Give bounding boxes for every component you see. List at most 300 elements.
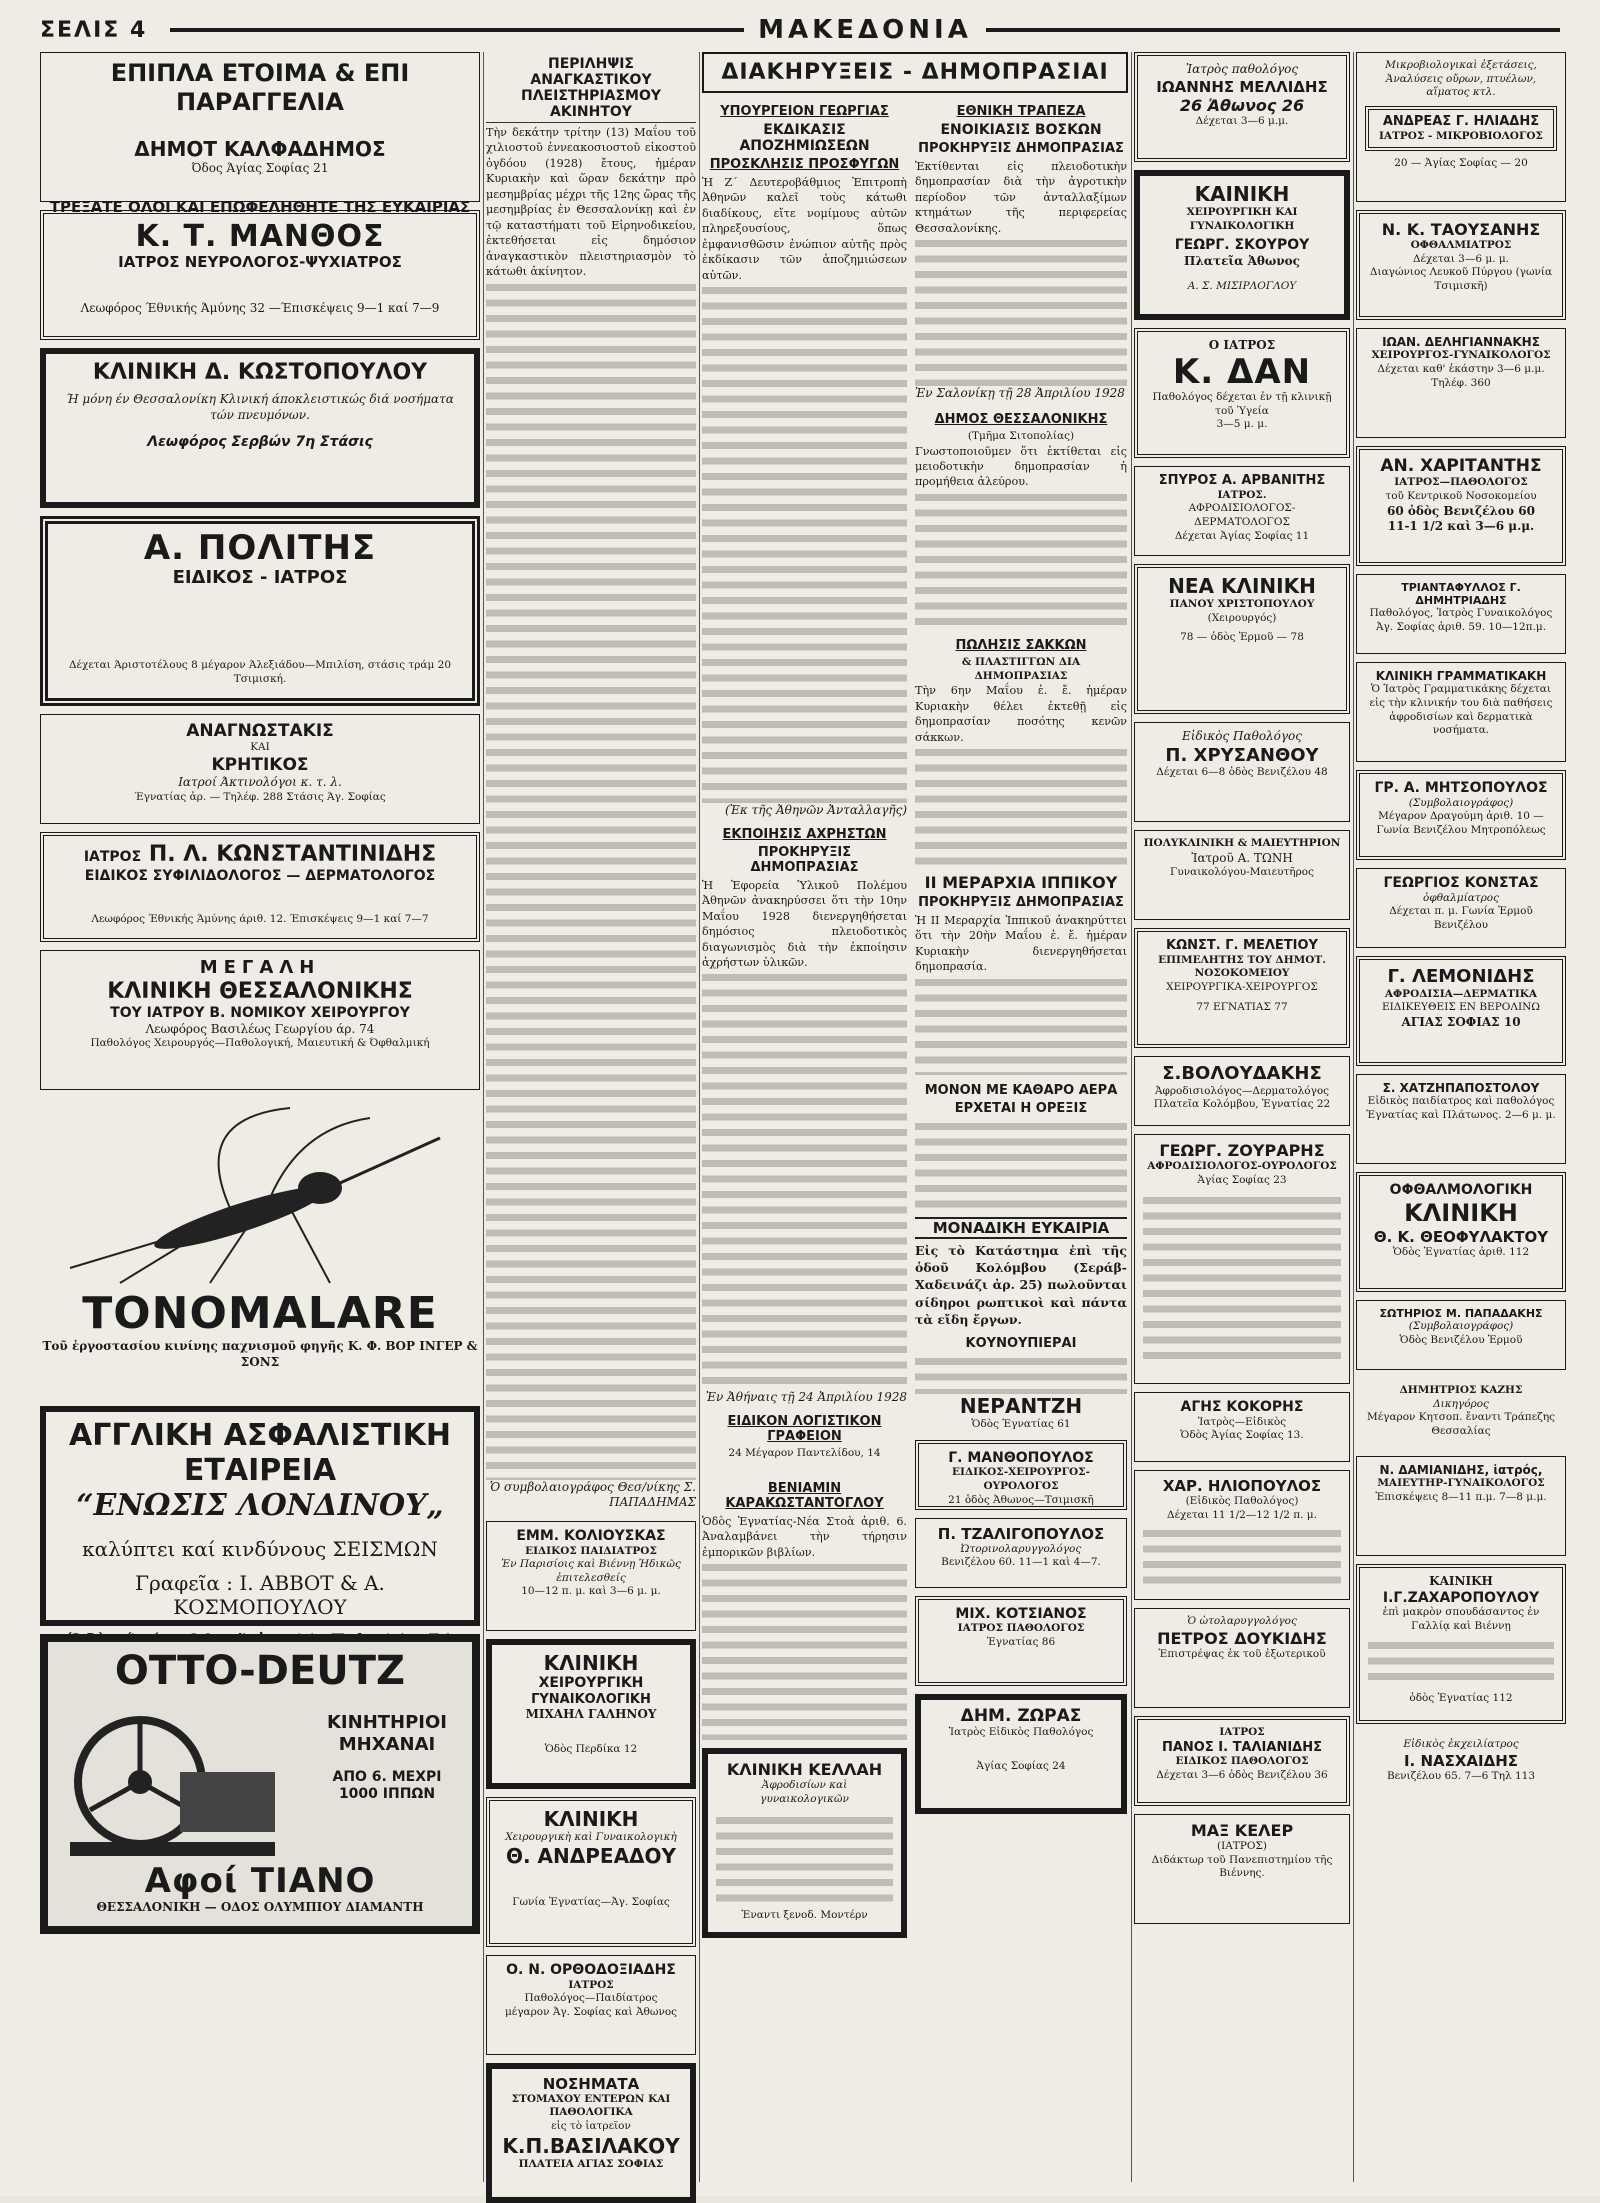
column-divider	[483, 52, 484, 2182]
notice-heading: ΕΝΟΙΚΙΑΣΙΣ ΒΟΣΚΩΝ	[940, 122, 1102, 138]
ad-name: ΓΡ. Α. ΜΗΤΣΟΠΟΥΛΟΣ	[1374, 780, 1548, 796]
notice-heading: ΥΠΟΥΡΓΕΙΟΝ ΓΕΩΡΓΙΑΣ	[720, 104, 889, 119]
ad-role: (Συμβολαιογράφος)	[1408, 796, 1514, 809]
ad-role: ΕΙΔΙΚΟΣ - ΙΑΤΡΟΣ	[172, 567, 348, 589]
ad-address: Δέχεται Άριστοτέλους 8 μέγαρον Άλεξιάδου—Μπιλίση, στάσις τράμ 20 Τσιμισκή.	[68, 658, 452, 685]
ad-name: ΙΩΑΝ. ΔΕΛΗΓΙΑΝΝΑΚΗΣ	[1382, 335, 1540, 349]
ad-name: Ν. Κ. ΤΑΟΥΣΑΝΗΣ	[1381, 220, 1541, 239]
ad-name: ΣΩΤΗΡΙΟΣ Μ. ΠΑΠΑΔΑΚΗΣ	[1379, 1307, 1543, 1320]
ad-address: μέγαρον Ἀγ. Σοφίας καὶ Ἀθωνος	[504, 2005, 678, 2018]
ad-text: Τοῦ ἐργοστασίου κινίνης παχνισμοῦ φηγῆς Κ. Φ. ΒΟΡ ΙΝΓΕΡ & ΣΟΝΣ	[42, 1339, 478, 1369]
notice-heading: ΜΟΝΑΔΙΚΗ ΕΥΚΑΙΡΙΑ	[915, 1217, 1127, 1239]
doctor-ad-damianidis	[1356, 1456, 1566, 1556]
doctor-ad-zourari	[1134, 1134, 1350, 1384]
ad-hours: 11-1 1/2 καὶ 3—6 μ.μ.	[1387, 519, 1535, 534]
ad-role: Ἀφροδισιολόγος—Δερματολόγος	[1154, 1084, 1330, 1097]
notices-right-column	[915, 101, 1127, 1946]
ad-text: (Χειρουργός)	[1207, 611, 1277, 624]
notice-heading: ΒΕΝΙΑΜΙΝ ΚΑΡΑΚΩΣΤΑΝΤΟΓΛΟΥ	[725, 1480, 884, 1511]
ad-name: Κ. ΔΑΝ	[1172, 351, 1312, 392]
ad-title-3: ΤΟΥ ΙΑΤΡΟΥ Β. ΝΟΜΙΚΟΥ ΧΕΙΡΟΥΡΓΟΥ	[110, 1004, 410, 1021]
ad-address: Βενιζέλου 65. 7—6 Τηλ 113	[1386, 1769, 1536, 1782]
ad-text: Διδάκτωρ τοῦ Πανεπιστημίου τῆς Βιέννης.	[1151, 1853, 1333, 1880]
ad-text: ἐπὶ μακρὸν σπουδάσαντος ἐν Γαλλίᾳ καὶ Βιέννῃ	[1382, 1606, 1540, 1633]
ad-role: Παθολόγος, Ἰατρὸς Γυναικολόγος	[1369, 607, 1553, 620]
notice-heading: ΝΕΡΑΝΤΖΗ	[959, 1394, 1083, 1419]
ad-name: Π. ΤΖΑΛΙΓΟΠΟΥΛΟΣ	[937, 1524, 1105, 1543]
doctor-ad-manthos	[40, 210, 480, 340]
engine-icon	[60, 1702, 280, 1862]
furniture-ad	[40, 52, 480, 217]
ad-name-2: ΚΡΗΤΙΚΟΣ	[211, 755, 309, 776]
ad-hours: 10—12 π. μ. καὶ 3—6 μ. μ.	[521, 1585, 661, 1598]
clinic-ad-zacharopoulou	[1356, 1564, 1566, 1724]
ad-address: Πλατεῖα Κολόμβου, Ἐγνατίας 22	[1153, 1098, 1331, 1111]
ad-hours: 3—5 μ. μ.	[1216, 418, 1268, 431]
ad-title-1: ΝΟΣΗΜΑΤΑ	[542, 2074, 640, 2093]
notice-body: Ἡ ΙΙ Μεραρχία Ἱππικοῦ ἀνακηρύττει ὅτι τὴν 20ὴν Μαΐου ἐ. ἔ. ἡμέραν Κυριακὴν διενεργηθήσεται δημοπρασία.	[915, 913, 1127, 974]
ad-text: ΕΙΔΙΚΟΣ ΠΑΘΟΛΟΓΟΣ	[1175, 1755, 1309, 1768]
doctor-ad-koliouskas	[486, 1521, 696, 1631]
ad-name: ΚΛΙΝΙΚΗ Δ. ΚΩΣΤΟΠΟΥΛΟΥ	[92, 360, 428, 385]
ad-name: ΚΩΝΣΤ. Γ. ΜΕΛΕΤΙΟΥ	[1166, 938, 1318, 953]
clinic-ad-andreadou	[486, 1797, 696, 1947]
ad-name: Κ.Π.ΒΑΣΙΛΑΚΟΥ	[502, 2133, 680, 2158]
ad-title-1: ΜΕΓΑΛΗ	[199, 957, 321, 978]
ad-text: ΕΙΔΙΚΕΥΘΕΙΣ ΕΝ ΒΕΡΟΛΙΝΩ	[1381, 1001, 1541, 1014]
notice-body: Ἡ Ἐφορεία Ὑλικοῦ Πολέμου Ἀθηνῶν ἀνακηρύσσει ὅτι τὴν 10ην Μαΐου 1928 διενεργηθήσεται δημόσιος πλειοδοτικὸς διαγωνισμὸς διὰ τὴν ἐκποίησιν ἀχρήστων ὑλικῶν.	[702, 878, 907, 970]
ad-address: ὁδὸς Ἐγνατίας 112	[1409, 1691, 1513, 1704]
ad-address: Διαγώνιος Λευκοῦ Πύργου (γωνία Τσιμισκῆ)	[1369, 266, 1553, 293]
clinic-ad-galinou	[486, 1639, 696, 1789]
column-5	[1356, 52, 1566, 2182]
doctor-ad-deligiannakis	[1356, 328, 1566, 438]
ad-title-2: ΚΛΙΝΙΚΗ ΘΕΣΣΑΛΟΝΙΚΗΣ	[107, 978, 413, 1004]
ad-line-2: Γραφεῖα : Ι. ΑΒΒΟΤ & Α. ΚΟΣΜΟΠΟΥΛΟΥ	[135, 1571, 385, 1619]
ad-name: ΑΝ. ΧΑΡΙΤΑΝΤΗΣ	[1380, 456, 1542, 476]
notice-heading: ΙΙ ΜΕΡΑΡΧΙΑ ΙΠΠΙΚΟΥ	[924, 872, 1118, 892]
notice-signature: Ἐν Σαλονίκῃ τῇ 28 Ἀπριλίου 1928	[915, 386, 1125, 401]
ad-address: 78 — ὁδὸς Ἑρμοῦ — 78	[1180, 631, 1304, 644]
ad-text: Ὁ Ἰατρὸς Γραμματικάκης δέχεται εἰς τὴν κλινικήν του διὰ παθήσεις ἀφροδισίων καὶ δερματικὰ νοσήματα.	[1369, 683, 1553, 737]
notice-body: Ἡ Ζ΄ Δευτεροβάθμιος Ἐπιτροπὴ Ἀθηνῶν καλεῖ τοὺς κάτωθι διαδίκους, εἴτε νομίμους αὐτῶν πληρεξουσίους, ὅπως ἐμφανισθῶσιν ἐνώπιον αὐτῆς πρὸς ἐκδίκασιν τῶν ἀποζημιώσεων αὐτῶν.	[702, 176, 907, 282]
notice-signature: (Ἐκ τῆς Ἀθηνῶν Ἀνταλλαγῆς)	[724, 803, 907, 818]
mosquito-illustration	[40, 1098, 480, 1288]
ad-name: ΚΛΙΝΙΚΗ ΚΕΛΛΑΗ	[726, 1760, 883, 1780]
ad-role: ὀφθαλμίατρος	[1423, 891, 1499, 904]
section-banner: ΔΙΑΚΗΡΥΞΕΙΣ - ΔΗΜΟΠΡΑΣΙΑΙ	[702, 52, 1128, 93]
doctor-ad-naschaidis	[1356, 1732, 1566, 1802]
ad-role: ΕΙΔΙΚΟΣ ΣΥΦΙΛΙΔΟΛΟΓΟΣ — ΔΕΡΜΑΤΟΛΟΓΟΣ	[84, 868, 436, 885]
doctor-ad-talianidis	[1134, 1716, 1350, 1806]
ad-name: Σ.ΒΟΛΟΥΔΑΚΗΣ	[1162, 1063, 1322, 1084]
ad-address: 60 ὁδὸς Βενιζέλου 60	[1387, 503, 1535, 518]
masthead-rule-left	[170, 28, 744, 32]
ad-role: Δικηγόρος	[1433, 1397, 1489, 1410]
ad-address: Ἐναντι ξενοδ. Μοντέρν	[741, 1908, 868, 1921]
ad-address: Δέχεται π. μ. Γωνία Ἑρμοῦ Βενιζέλου	[1389, 905, 1533, 932]
ad-role: ΙΑΤΡΟΣ ΠΑΘΟΛΟΓΟΣ	[957, 1622, 1085, 1635]
ad-name: ΠΕΤΡΟΣ ΔΟΥΚΙΔΗΣ	[1157, 1628, 1327, 1648]
ad-role: Εἰδικὸς Παθολόγος	[1182, 729, 1302, 743]
text-lines	[915, 745, 1127, 865]
text-lines	[486, 280, 696, 1480]
notice-subheading: & ΠΛΑΣΤΙΓΓΩΝ ΔΙΑ ΔΗΜΟΠΡΑΣΙΑΣ	[961, 655, 1081, 682]
notice-heading: ΠΡΟΣΚΛΗΣΙΣ ΠΡΟΣΦΥΓΩΝ	[709, 157, 900, 172]
ad-name: ΓΕΩΡΓ. ΣΚΟΥΡΟΥ	[1174, 237, 1310, 254]
ad-address: Ὁδὸς Ἀγίας Σοφίας 13.	[1180, 1429, 1304, 1442]
clinic-ad-kellai	[702, 1748, 907, 1938]
notice-subheading: 24 Μέγαρον Παντελίδου, 14	[728, 1447, 881, 1460]
ad-text: Ἐν Παρισίοις καὶ Βιέννῃ Ἠδικῶς ἐπιτελεσθείς	[501, 1558, 681, 1584]
ad-address: Ἀγίας Σοφίας 23	[1197, 1173, 1287, 1186]
ad-brand: TONOMALARE	[82, 1288, 438, 1339]
ad-name: Θ. Κ. ΘΕΟΦΥΛΑΚΤΟΥ	[1373, 1227, 1549, 1246]
column-3	[702, 52, 1128, 2182]
ad-address: Ἐπισκέψεις 8—11 π.μ. 7—8 μ.μ.	[1375, 1491, 1547, 1504]
doctor-ad-dimitriadis	[1356, 574, 1566, 654]
notice-body: Γνωστοποιοῦμεν ὅτι ἐκτίθεται εἰς μειοδοτικὴν δημοπρασίαν ἡ προμήθεια ἀλεύρου.	[915, 444, 1127, 489]
ad-role: ΑΦΡΟΔΙΣΙΑ—ΔΕΡΜΑΤΙΚΑ	[1384, 987, 1538, 1000]
ad-title-1: ΟΦΘΑΛΜΟΛΟΓΙΚΗ	[1389, 1182, 1533, 1198]
ad-name: ΤΡΙΑΝΤΑΦΥΛΛΟΣ Γ. ΔΗΜΗΤΡΙΑΔΗΣ	[1401, 581, 1521, 608]
ad-name: Ν. ΔΑΜΙΑΝΙΔΗΣ, ἰατρός,	[1379, 1463, 1543, 1477]
ad-address: Όδος Άγίας Σοφίας 21	[191, 160, 329, 175]
ad-address: Βενιζέλου 60. 11—1 καὶ 4—7.	[941, 1556, 1101, 1569]
ad-text: Παθολόγος δέχεται ἐν τῇ κλινικῇ τοῦ Ὑγεία	[1152, 390, 1332, 417]
ad-text: Ή μόνη έν Θεσσαλονίκη Κλινική άποκλειστικώς διά νοσήματα τών πνευμόνων.	[66, 392, 454, 422]
otto-deutz-ad: OTTO-DEUTZ ΚΙΝΗΤΗΡΙΟΙ ΜΗΧΑΝΑΙ ΑΠΟ 6. ΜΕΧΡΙ 1000 ΙΠΠΩΝ Αφοί ΤΙΑΝΟ ΘΕΣΣΑΛΟΝΙΚΗ — ΟΔΟΣ ΟΛΥΜΠΙΟΥ ΔΙΑΜΑΝΤΗ	[40, 1634, 480, 1934]
column-1	[40, 52, 480, 2182]
notice-body: Ἐκτίθενται εἰς πλειοδοτικὴν δημοπρασίαν διὰ τὴν ἀγροτικὴν περίοδον τῶν ἀνταλλαξίμων κτημάτων τῆς περιφερείας Θεσσαλονίκης.	[915, 160, 1127, 235]
lawyer-ad-kazis	[1356, 1378, 1566, 1448]
article-signature: Ὁ συμβολαιογράφος Θεσ/νίκης Σ. ΠΑΠΑΔΗΜΑΣ	[489, 1479, 696, 1510]
doctor-ad-anagnostakis	[40, 714, 480, 824]
ad-text: ΑΦΡΟΔΙΣΙΟΛΟΓΟΣ-ΔΕΡΜΑΤΟΛΟΓΟΣ	[1188, 502, 1296, 528]
ad-role: ΕΠΙΜΕΛΗΤΗΣ ΤΟΥ ΔΗΜΟΤ. ΝΟΣΟΚΟΜΕΙΟΥ	[1158, 953, 1326, 980]
ad-role: ΙΑΤΡΟΣ.	[1217, 488, 1267, 501]
ad-address: Λεωφόρος Έθνικής Άμύνης άριθ. 12. Έπισκέψεις 9—1 καί 7—7	[91, 913, 429, 926]
ad-title: ΚΑΙΝΙΚΗ	[1429, 1574, 1493, 1588]
ad-address: Ἐγνατίας 86	[986, 1636, 1056, 1649]
clinic-ad-toni	[1134, 830, 1350, 920]
ad-address: Τηλέφ. 360	[1431, 376, 1491, 389]
ad-name: ΙΩΑΝΝΗΣ ΜΕΛΛΙΔΗΣ	[1156, 77, 1328, 96]
clinic-ad-nomikou	[40, 950, 480, 1090]
doctor-ad-politis	[40, 516, 480, 706]
ad-address: Δέχεται Ἀγίας Σοφίας 11	[1174, 529, 1310, 542]
ad-address: 20 — Ἀγίας Σοφίας — 20	[1394, 157, 1528, 170]
doctor-ad-mellidis	[1134, 52, 1350, 162]
notice-heading: ΜΟΝΟΝ ΜΕ ΚΑΘΑΡΟ ΑΕΡΑ	[924, 1082, 1118, 1098]
ad-address: Ὁδὸς Περδίκα 12	[544, 1742, 638, 1755]
tonomalare-ad	[40, 1098, 480, 1398]
ad-role: ΠΑΝΟΥ ΧΡΙΣΤΟΠΟΥΛΟΥ	[1169, 598, 1315, 610]
ad-address: Ἀγ. Σοφίας ἀριθ. 59. 10—12π.μ.	[1375, 621, 1547, 634]
article-title: ΠΕΡΙΛΗΨΙΣ ΑΝΑΓΚΑΣΤΙΚΟΥ ΠΛΕΙΣΤΗΡΙΑΣΜΟΥ ΑΚΙΝΗΤΟΥ	[486, 56, 696, 123]
ad-role: (Εἰδικὸς Παθολόγος)	[1185, 1495, 1299, 1507]
notice-heading: ΠΡΟΚΗΡΥΞΙΣ ΔΗΜΟΠΡΑΣΙΑΣ	[918, 894, 1124, 910]
notice-heading: ΕΘΝΙΚΗ ΤΡΑΠΕΖΑ	[956, 104, 1086, 119]
doctor-ad-lemonidis	[1356, 956, 1566, 1066]
text-lines	[1368, 1638, 1554, 1688]
ad-subtitle: “ΕΝΩΣΙΣ ΛΟΝΔΙΝΟΥ„	[76, 1488, 444, 1523]
column-2	[486, 52, 696, 2182]
doctor-ad-voloudakis	[1134, 1056, 1350, 1126]
ad-role: (ΙΑΤΡΟΣ)	[1216, 1840, 1268, 1853]
ad-address: Έγνατίας ἀρ. — Τηλέφ. 288 Στάσις Άγ. Σοφίας	[134, 791, 386, 804]
ad-line-3: ΑΠΟ 6. ΜΕΧΡΙ	[332, 1769, 442, 1786]
text-lines	[1143, 1193, 1341, 1363]
ad-name: ΠΑΝΟΣ Ι. ΤΑΛΙΑΝΙΔΗΣ	[1161, 1739, 1322, 1755]
ad-title-2: ΚΛΙΝΙΚΗ	[1404, 1198, 1518, 1227]
ad-hours: Δέχεται 3—6 μ. μ.	[1412, 252, 1510, 265]
ad-address: 77 ΕΓΝΑΤΙΑΣ 77	[1196, 1000, 1288, 1013]
ad-title: ΕΠΙΠΛΑ ΕΤΟΙΜΑ & ΕΠΙ ΠΑΡΑΓΓΕΛΙΑ	[110, 59, 410, 116]
ad-role: ΙΑΤΡΟΣ—ΠΑΘΟΛΟΓΟΣ	[1394, 476, 1528, 489]
ad-address: ΑΓΙΑΣ ΣΟΦΙΑΣ 10	[1401, 1014, 1521, 1029]
doctor-ad-iliadis	[1356, 52, 1566, 202]
ad-address: Δέχεται 3—6 ὁδὸς Βενιζέλου 36	[1156, 1768, 1328, 1781]
ad-address: ΟΔΟΣ ΟΛΥΜΠΙΟΥ ΔΙΑΜΑΝΤΗ	[220, 1900, 424, 1915]
notice-heading: ΕΚΔΙΚΑΣΙΣ ΑΠΟΖΗΜΙΩΣΕΩΝ	[739, 122, 870, 154]
column-divider	[699, 52, 700, 2182]
ad-role: ΙΑΤΡΟΣ	[1219, 1726, 1265, 1738]
ad-name: Γ. ΛΕΜΟΝΙΔΗΣ	[1387, 966, 1535, 987]
doctor-ad-chrysanthou	[1134, 722, 1350, 822]
article-body-continued	[486, 280, 696, 1480]
ad-role: ΑΦΡΟΔΙΣΙΟΛΟΓΟΣ-ΟΥΡΟΛΟΓΟΣ	[1147, 1160, 1337, 1173]
ad-name: ΑΓΗΣ ΚΟΚΟΡΗΣ	[1180, 1399, 1304, 1415]
clinic-ad-grammatikaki	[1356, 662, 1566, 762]
doctor-ad-tzaligopoulos	[915, 1518, 1127, 1588]
ad-title-2: ΧΕΙΡΟΥΡΓΙΚΗ ΚΑΙ ΓΥΝΑΙΚΟΛΟΓΙΚΗ	[1186, 206, 1298, 232]
ad-address: Ἐγνατίας καὶ Πλάτωνος. 2—6 μ. μ.	[1366, 1109, 1556, 1122]
ad-name: ΑΝΑΓΝΩΣΤΑΚΙΣ	[186, 721, 334, 741]
ad-address: Λεωφόρος Σερβών 7η Στάσις	[147, 433, 373, 450]
ad-address: Ὁδὸς Βενιζέλου Ἑρμοῦ	[1399, 1333, 1523, 1346]
doctor-ad-manthopoulos	[915, 1440, 1127, 1510]
ad-text: Δέχεται καθ' ἑκάστην 3—6 μ.μ.	[1377, 363, 1545, 376]
ad-name: Γ. ΜΑΝΘΟΠΟΥΛΟΣ	[948, 1449, 1094, 1466]
doctor-ad-meletiou	[1134, 928, 1350, 1048]
article-body: Τὴν δεκάτην τρίτην (13) Μαΐου τοῦ χιλιοστοῦ ἐννεακοσιοστοῦ εἰκοστοῦ ὀγδόου (1928) ἔτους, ἡμέραν Κυριακὴν καὶ ὥραν δεκάτην πρὸ μεσημβρίας μέχρι τῆς 12ης ὥρας τῆς μεσημβρίας ἐν Θεσσαλονίκῃ καὶ ἐν τῷ καταστήματι τοῦ Εἰρηνοδικείου, ἐκτεθήσεται εἰς δημόσιον ἀναγκαστικὸν πλειστηριασμὸν τὸ κάτωθι ἀκίνητον.	[486, 126, 696, 279]
ad-address: 26 Ἀθωνος 26	[1179, 95, 1305, 115]
ad-address: Γωνία Ἐγνατίας—Ἀγ. Σοφίας	[512, 1896, 670, 1909]
ad-title-2: Χειρουργικὴ καὶ Γυναικολογικὴ	[505, 1830, 677, 1843]
ad-role: Εἰδικὸς παιδίατρος καὶ παθολόγος	[1367, 1095, 1555, 1108]
text-lines	[915, 1119, 1127, 1209]
ad-role: ΕΙΔΙΚΟΣ ΠΑΙΔΙΑΤΡΟΣ	[525, 1544, 657, 1557]
notice-subheading: (Τμῆμα Σιτοπολίας)	[967, 429, 1075, 442]
notice-heading: ΠΡΟΚΗΡΥΞΙΣ ΔΗΜΟΠΡΑΣΙΑΣ	[750, 844, 859, 875]
doctor-ad-dan	[1134, 328, 1350, 458]
ad-name: ΜΙΧ. ΚΟΤΣΙΑΝΟΣ	[955, 1605, 1087, 1622]
clinic-ad-theofylaktou	[1356, 1172, 1566, 1292]
column-divider	[1131, 52, 1132, 2182]
ad-role: ΙΑΤΡΟΣ	[568, 1978, 614, 1991]
clinic-ad-skourou	[1134, 170, 1350, 320]
ad-role: ΧΕΙΡΟΥΡΓΟΣ-ΓΥΝΑΙΚΟΛΟΓΟΣ	[1371, 349, 1551, 362]
doctor-ad-iliopoulos	[1134, 1470, 1350, 1600]
ad-address: 21 ὁδὸς Ἀθωνος—Τσιμισκῆ	[948, 1493, 1094, 1506]
ad-name: Αφοί ΤΙΑΝΟ	[144, 1861, 376, 1902]
doctor-ad-charitantis	[1356, 446, 1566, 566]
ad-title: ΠΟΛΥΚΛΙΝΙΚΗ & ΜΑΙΕΥΤΗΡΙΟΝ	[1143, 837, 1341, 849]
text-lines	[702, 970, 907, 1390]
notice-heading: ΕΡΧΕΤΑΙ Η ΟΡΕΞΙΣ	[954, 1100, 1088, 1116]
ad-text: Παθολόγος Χειρουργός—Παθολογική, Μαιευτική & Όφθαλμική	[90, 1037, 430, 1050]
ad-text: τοῦ Κεντρικοῦ Νοσοκομείου	[1385, 490, 1537, 503]
ad-role: Ἰατρὸς παθολόγος	[1185, 62, 1299, 76]
ad-line-1: ΚΙΝΗΤΗΡΙΟΙ	[326, 1712, 447, 1733]
ad-name: ΑΝΔΡΕΑΣ Γ. ΗΛΙΑΔΗΣ	[1382, 113, 1540, 129]
ad-footer: ΤΡΕΞΑΤΕ ΟΛΟΙ ΚΑΙ ΕΠΩΦΕΛΗΘΗΤΕ ΤΗΣ ΕΥΚΑΙΡΙΑΣ	[49, 198, 471, 217]
ad-text: Ἐπιστρέψας ἐκ τοῦ ἐξωτερικοῦ	[1158, 1647, 1326, 1660]
ad-name: Θ. ΑΝΔΡΕΑΔΟΥ	[505, 1844, 677, 1869]
doctor-ad-konstantinidis	[40, 832, 480, 942]
page-number: ΣΕΛΙΣ 4	[40, 17, 148, 43]
ad-name: ΝΕΑ ΚΛΙΝΙΚΗ	[1168, 574, 1316, 598]
ad-title-1: ΚΛΙΝΙΚΗ	[543, 1806, 639, 1831]
ad-name: ΓΕΩΡΓ. ΖΟΥΡΑΡΗΣ	[1159, 1141, 1325, 1160]
ad-role: Εἰδικὸς ἐκχειλίατρος	[1403, 1738, 1519, 1750]
ad-name: ΚΛΙΝΙΚΗ ΓΡΑΜΜΑΤΙΚΑΚΗ	[1375, 669, 1547, 683]
doctor-ad-zoras	[915, 1694, 1127, 1814]
notice-body: Τὴν 6ην Μαΐου ἐ. ἔ. ἡμέραν Κυριακὴν θέλει ἐκτεθῇ εἰς δημοπρασίαν ποσότης κενῶν σάκκων.	[915, 684, 1127, 744]
ad-text: Παθολόγος—Παιδίατρος	[524, 1992, 658, 2005]
text-lines	[915, 975, 1127, 1075]
ad-address: Ἀγίας Σοφίας 24	[976, 1759, 1066, 1772]
ad-role: ΟΦΘΑΛΜΙΑΤΡΟΣ	[1410, 239, 1512, 252]
ad-role: ΕΙΔΙΚΟΣ-ΧΕΙΡΟΥΡΓΟΣ-ΟΥΡΟΛΟΓΟΣ	[952, 1466, 1090, 1493]
ad-title-2: ΧΕΙΡΟΥΡΓΙΚΗ	[538, 1674, 644, 1691]
doctor-ad-kotsianos	[915, 1596, 1127, 1686]
ad-name: ΔΗΜ. ΖΩΡΑΣ	[960, 1705, 1082, 1726]
ad-hours: Δέχεται 3—6 μ.μ.	[1195, 114, 1289, 127]
column-4	[1134, 52, 1350, 2182]
text-lines	[1143, 1526, 1341, 1586]
ad-line-4: 1000 ΙΠΠΩΝ	[338, 1785, 436, 1802]
text-lines	[716, 1813, 893, 1903]
ad-role: Ἰατρὸς—Εἰδικὸς	[1197, 1415, 1287, 1428]
ad-role: Ιατροί Άκτινολόγοι κ. τ. λ.	[178, 775, 342, 790]
ad-role: Ἰατρὸς Εἰδικὸς Παθολόγος	[948, 1726, 1094, 1739]
doctor-ad-taousanis	[1356, 210, 1566, 320]
notice-subheading: Ὁδὸς Ἐγνατίας 61	[971, 1418, 1071, 1431]
doctor-ad-kokoris	[1134, 1392, 1350, 1462]
ad-title-2: ΣΤΟΜΑΧΟΥ ΕΝΤΕΡΩΝ ΚΑΙ ΠΑΘΟΛΟΓΙΚΑ	[511, 2092, 671, 2119]
ad-name: ΧΑΡ. ΗΛΙΟΠΟΥΛΟΣ	[1162, 1477, 1322, 1495]
ad-title-3: εἰς τὸ ἰατρεῖον	[551, 2120, 631, 2132]
text-lines	[915, 1354, 1127, 1394]
ad-title-3: ΓΥΝΑΙΚΟΛΟΓΙΚΗ	[531, 1691, 651, 1707]
doctor-ad-orthodoxiadis	[486, 1955, 696, 2055]
text-lines	[915, 490, 1127, 630]
ad-name: Π. Λ. ΚΩΝΣΤΑΝΤΙΝΙΔΗΣ	[148, 842, 437, 867]
notice-body: Ὁδὸς Ἐγνατίας-Νέα Στοὰ ἀριθ. 6. Ἀναλαμβάνει τὴν τήρησιν ἐμπορικῶν βιβλίων.	[702, 1514, 907, 1559]
text-lines	[702, 1560, 907, 1740]
ad-name: Ἰατροῦ Α. ΤΩΝΗ	[1191, 850, 1293, 865]
ad-brand: OTTO-DEUTZ	[114, 1648, 406, 1694]
insurance-ad	[40, 1406, 480, 1626]
masthead-rule-right	[986, 28, 1560, 32]
doctor-ad-vasilakou	[486, 2063, 696, 2203]
ad-name: Κ. Τ. ΜΑΝΘΟΣ	[135, 219, 385, 254]
ad-conjunction: ΚΑΙ	[250, 741, 270, 754]
ad-name: ΔΗΜΗΤΡΙΟΣ ΚΑΖΗΣ	[1399, 1384, 1523, 1396]
ad-role: Ὠτορινολαρυγγολόγος	[960, 1542, 1082, 1555]
ad-name: Σ. ΧΑΤΖΗΠΑΠΟΣΤΟΛΟΥ	[1382, 1081, 1540, 1095]
ad-title-1: ΚΛΙΝΙΚΗ	[543, 1650, 639, 1675]
notary-ad-mitsopoulos	[1356, 770, 1566, 860]
ad-role: Ἀφροδισίων καὶ γυναικολογικῶν	[760, 1779, 849, 1805]
notice-heading: ΠΡΟΚΗΡΥΞΙΣ ΔΗΜΟΠΡΑΣΙΑΣ	[918, 141, 1124, 156]
ad-name: ΜΑΞ ΚΕΛΕΡ	[1190, 1821, 1294, 1840]
ad-text: Μικροβιολογικαὶ ἐξετάσεις, Ἀναλύσεις οὔρων, πτυέλων, αἵματος κτλ.	[1385, 59, 1537, 99]
ad-address: ΠΛΑΤΕΙΑ ΑΓΙΑΣ ΣΟΦΙΑΣ	[518, 2157, 664, 2170]
text-lines	[915, 236, 1127, 386]
doctor-ad-arvanitis	[1134, 466, 1350, 556]
ad-city: ΘΕΣΣΑΛΟΝΙΚΗ	[96, 1900, 201, 1915]
doctor-ad-konstas	[1356, 868, 1566, 948]
column-divider	[1353, 52, 1354, 2182]
ad-name: Π. ΧΡΥΣΑΝΘΟΥ	[1165, 744, 1319, 766]
ad-name: ΕΜΜ. ΚΟΛΙΟΥΣΚΑΣ	[516, 1527, 666, 1544]
ad-name: ΜΙΧΑΗΛ ΓΑΛΗΝΟΥ	[525, 1707, 657, 1722]
ad-role: Ο ΙΑΤΡΟΣ	[1208, 338, 1276, 352]
ad-address: Λεωφόρος Έθνικής Άμύνης 32 —Έπισκέψεις 9—1 καί 7—9	[80, 301, 440, 315]
ad-address: Μέγαρον Δραγούμη ἀριθ. 10 — Γωνία Βενιζέλου Μητροπόλεως	[1376, 810, 1546, 837]
ad-name: Ο. Ν. ΟΡΘΟΔΟΞΙΑΔΗΣ	[506, 1961, 676, 1978]
ad-role: ΙΑΤΡΟΣ ΝΕΥΡΟΛΟΓΟΣ-ΨΥΧΙΑΤΡΟΣ	[118, 253, 402, 271]
ad-address: Δέχεται 6—8 ὁδὸς Βενιζέλου 48	[1156, 766, 1328, 779]
notice-signature: Ἐν Ἀθήναις τῇ 24 Ἀπριλίου 1928	[705, 1390, 907, 1405]
text-lines	[702, 283, 907, 803]
ad-address: Μέγαρον Κητσοπ. ἔναντι Τράπεζης Θεσσαλίας	[1366, 1411, 1555, 1437]
notice-heading: ΚΟΥΝΟΥΠΙΕΡΑΙ	[965, 1336, 1077, 1352]
ad-title: ΑΓΓΛΙΚΗ ΑΣΦΑΛΙΣΤΙΚΗ ΕΤΑΙΡΕΙΑ	[69, 1418, 451, 1488]
ad-name: ΣΠΥΡΟΣ Α. ΑΡΒΑΝΙΤΗΣ	[1158, 473, 1326, 488]
ad-address: Ὁδὸς Ἐγνατίας ἀριθ. 112	[1392, 1245, 1530, 1258]
ad-name: Ι.Γ.ΖΑΧΑΡΟΠΟΥΛΟΥ	[1382, 1589, 1540, 1606]
ad-role: ΜΑΙΕΥΤΗΡ-ΓΥΝΑΙΚΟΛΟΓΟΣ	[1377, 1477, 1545, 1490]
ad-reference: Α. Σ. ΜΙΣΙΡΛΟΓΛΟΥ	[1187, 279, 1297, 292]
ad-title-1: ΚΑΙΝΙΚΗ	[1194, 182, 1290, 206]
masthead	[40, 16, 1560, 44]
notice-heading: ΕΚΠΟΙΗΣΙΣ ΑΧΡΗΣΤΩΝ	[722, 826, 887, 842]
notary-ad-papadakis	[1356, 1300, 1566, 1370]
doctor-ad-doukidis	[1134, 1608, 1350, 1708]
ad-role: (Συμβολαιογράφος)	[1408, 1320, 1514, 1333]
ad-name: ΔΗΜΟΤ ΚΑΛΦΑΔΗΜΟΣ	[134, 136, 386, 161]
doctor-ad-chatzipapostolou	[1356, 1074, 1566, 1164]
doctor-ad-keler	[1134, 1814, 1350, 1924]
ad-text: Γυναικολόγου-Μαιευτῆρος	[1170, 866, 1314, 879]
notice-heading: ΠΩΛΗΣΙΣ ΣΑΚΚΩΝ	[955, 637, 1087, 653]
ad-prefix: ΙΑΤΡΟΣ	[83, 849, 142, 865]
ad-address: Λεωφόρος Βασιλέως Γεωργίου άρ. 74	[145, 1021, 375, 1036]
ad-role: Ὁ ὠτολαρυγγολόγος	[1187, 1615, 1297, 1627]
ad-role: ΙΑΤΡΟΣ - ΜΙΚΡΟΒΙΟΛΟΓΟΣ	[1379, 129, 1543, 142]
ad-name: Α. ΠΟΛΙΤΗΣ	[143, 528, 377, 568]
clinic-ad-christopoulou	[1134, 564, 1350, 714]
mosquito-icon	[40, 1098, 480, 1288]
ad-hours: Δέχεται 11 1/2—12 1/2 π. μ.	[1167, 1508, 1317, 1521]
notice-heading: ΕΙΔΙΚΟΝ ΛΟΓΙΣΤΙΚΟΝ ΓΡΑΦΕΙΟΝ	[727, 1414, 882, 1445]
notices-left-column	[702, 101, 907, 1946]
ad-line-1: καλύπτει καί κινδύνους ΣΕΙΣΜΩΝ	[82, 1537, 438, 1561]
